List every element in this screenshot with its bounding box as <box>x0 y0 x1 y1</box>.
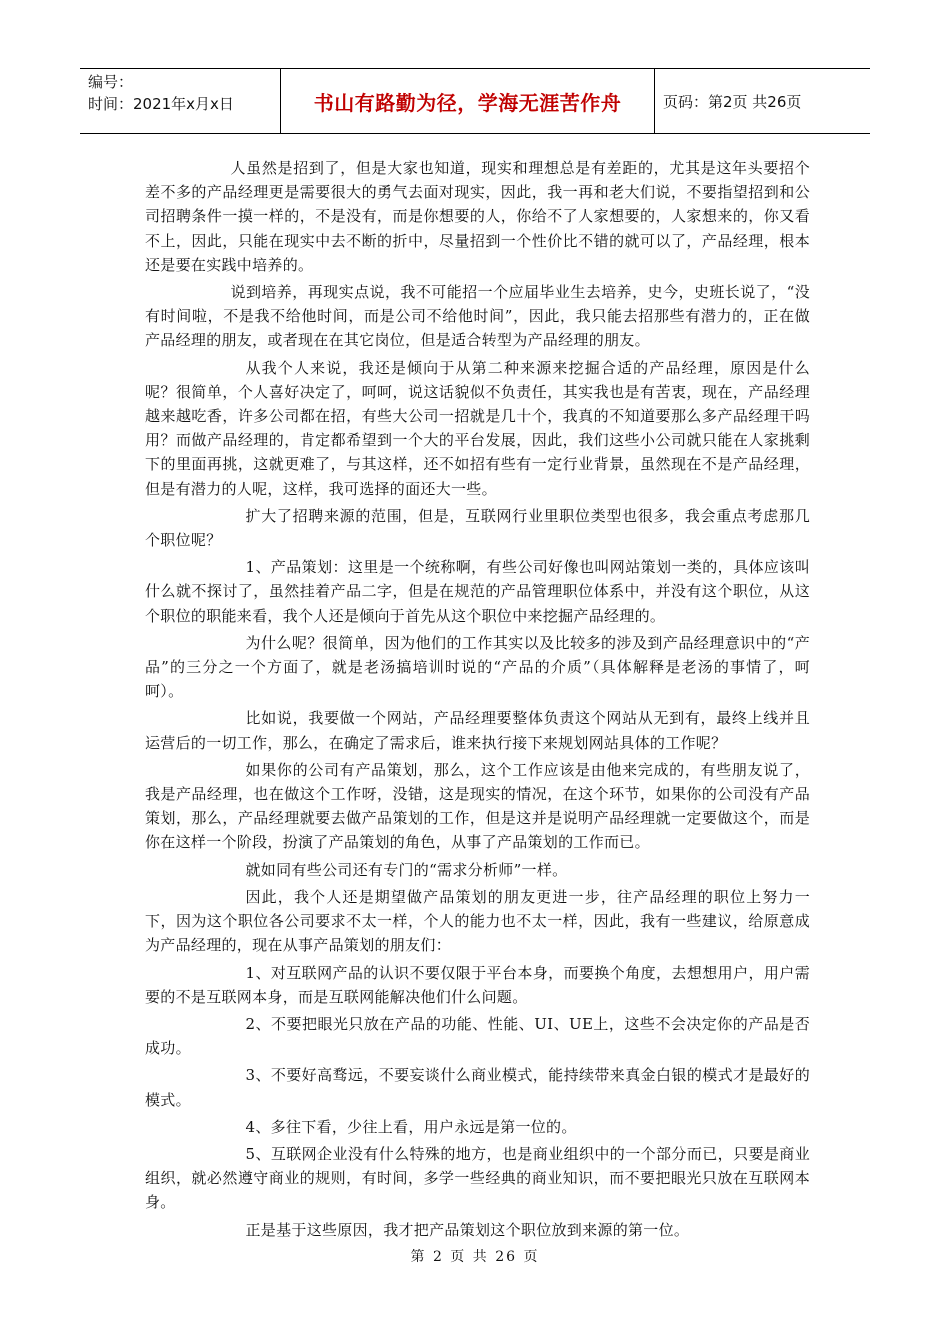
paragraph: 从我个人来说，我还是倾向于从第二种来源来挖掘合适的产品经理，原因是什么呢？很简单，个人喜好决定了，呵呵，说这话貌似不负责任，其实我也是有苦衷，现在，产品经理越来越吃香，许多公司都在招，有些大公司一招就是几十个，我真的不知道要那么多产品经理干吗用？而做产品经理的，肯定都希望到一个大的平台发展，因此，我们这些小公司就只能在人家挑剩下的里面再挑，这就更难了，与其这样，还不如招有些有一定行业背景，虽然现在不是产品经理，但是有潜力的人呢，这样，我可选择的面还大一些。 <box>145 358 810 498</box>
paragraph: 5、互联网企业没有什么特殊的地方，也是商业组织中的一个部分而已，只要是商业组织，就必然遵守商业的规则，有时间，多学一些经典的商业知识，而不要把眼光只放在互联网本身。 <box>145 1144 810 1212</box>
page-info-text: 页码：第2页 共26页 <box>663 92 802 111</box>
paragraph: 3、不要好高骛远，不要妄谈什么商业模式，能持续带来真金白银的模式才是最好的模式。 <box>145 1066 810 1109</box>
paragraph: 扩大了招聘来源的范围，但是，互联网行业里职位类型也很多，我会重点考虑那几个职位呢？ <box>145 506 810 550</box>
motto-text: 书山有路勤为径，学海无涯苦作舟 <box>313 90 622 115</box>
header-motto <box>281 69 655 133</box>
paragraph: 1、产品策划：这里是一个统称啊，有些公司好像也叫网站策划一类的，具体应该叫什么就不探讨了，虽然挂着产品二字，但是在规范的产品管理职位体系中，并没有这个职位，从这个职位的职能来看，我个人还是倾向于首先从这个职位中来挖掘产品经理的。 <box>145 558 810 625</box>
document-body <box>145 156 810 1245</box>
footer-page-number: 第 2 页 共 26 页 <box>410 1249 540 1265</box>
paragraph: 4、多往下看，少往上看，用户永远是第一位的。 <box>245 1117 577 1136</box>
paragraph: 说到培养，再现实点说，我不可能招一个应届毕业生去培养，史今，史班长说了，“没有时间啦，不是我不给他时间，而是公司不给他时间”，因此，我只能去招那些有潜力的，正在做产品经理的朋友，或者现在在其它岗位，但是适合转型为产品经理的朋友。 <box>145 283 810 350</box>
paragraph: 因此，我个人还是期望做产品策划的朋友更进一步，往产品经理的职位上努力一下，因为这个职位各公司要求不太一样，个人的能力也不太一样，因此，我有一些建议，给原意成为产品经理的，现在从事产品策划的朋友们： <box>145 887 810 955</box>
paragraph: 正是基于这些原因，我才把产品策划这个职位放到来源的第一位。 <box>245 1220 690 1239</box>
header-table <box>80 68 870 134</box>
paragraph: 比如说，我要做一个网站，产品经理要整体负责这个网站从无到有，最终上线并且运营后的一切工作，那么，在确定了需求后，谁来执行接下来规划网站具体的工作呢？ <box>145 709 810 752</box>
paragraph: 为什么呢？很简单，因为他们的工作其实以及比较多的涉及到产品经理意识中的“产品”的三分之一个方面了，就是老汤搞培训时说的“产品的介质”（具体解释是老汤的事情了，呵呵）。 <box>145 633 810 701</box>
time-label: 时间：2021年x月x日 <box>88 95 234 113</box>
paragraph: 就如同有些公司还有专门的“需求分析师”一样。 <box>245 860 568 879</box>
header-meta <box>80 69 281 133</box>
page-footer <box>0 1246 950 1266</box>
paragraph: 如果你的公司有产品策划，那么，这个工作应该是由他来完成的，有些朋友说了，我是产品经理，也在做这个工作呀，没错，这是现实的情况，在这个环节，如果你的公司没有产品策划，那么，产品经理就要去做产品策划的工作，但是这并是说明产品经理就一定要做这个，而是你在这样一个阶段，扮演了产品策划的角色，从事了产品策划的工作而已。 <box>145 760 810 852</box>
paragraph: 1、对互联网产品的认识不要仅限于平台本身，而要换个角度，去想想用户，用户需要的不是互联网本身，而是互联网能解决他们什么问题。 <box>145 963 810 1006</box>
number-label: 编号： <box>88 73 134 91</box>
paragraph: 2、不要把眼光只放在产品的功能、性能、UI、UE上，这些不会决定你的产品是否成功。 <box>145 1014 810 1058</box>
header-page-info <box>655 69 870 133</box>
paragraph: 人虽然是招到了，但是大家也知道，现实和理想总是有差距的，尤其是这年头要招个差不多的产品经理更是需要很大的勇气去面对现实，因此，我一再和老大们说，不要指望招到和公司招聘条件一摸一样的，不是没有，而是你想要的人，你给不了人家想要的，人家想来的，你又看不上，因此，只能在现实中去不断的折中，尽量招到一个性价比不错的就可以了，产品经理，根本还是要在实践中培养的。 <box>145 159 810 274</box>
